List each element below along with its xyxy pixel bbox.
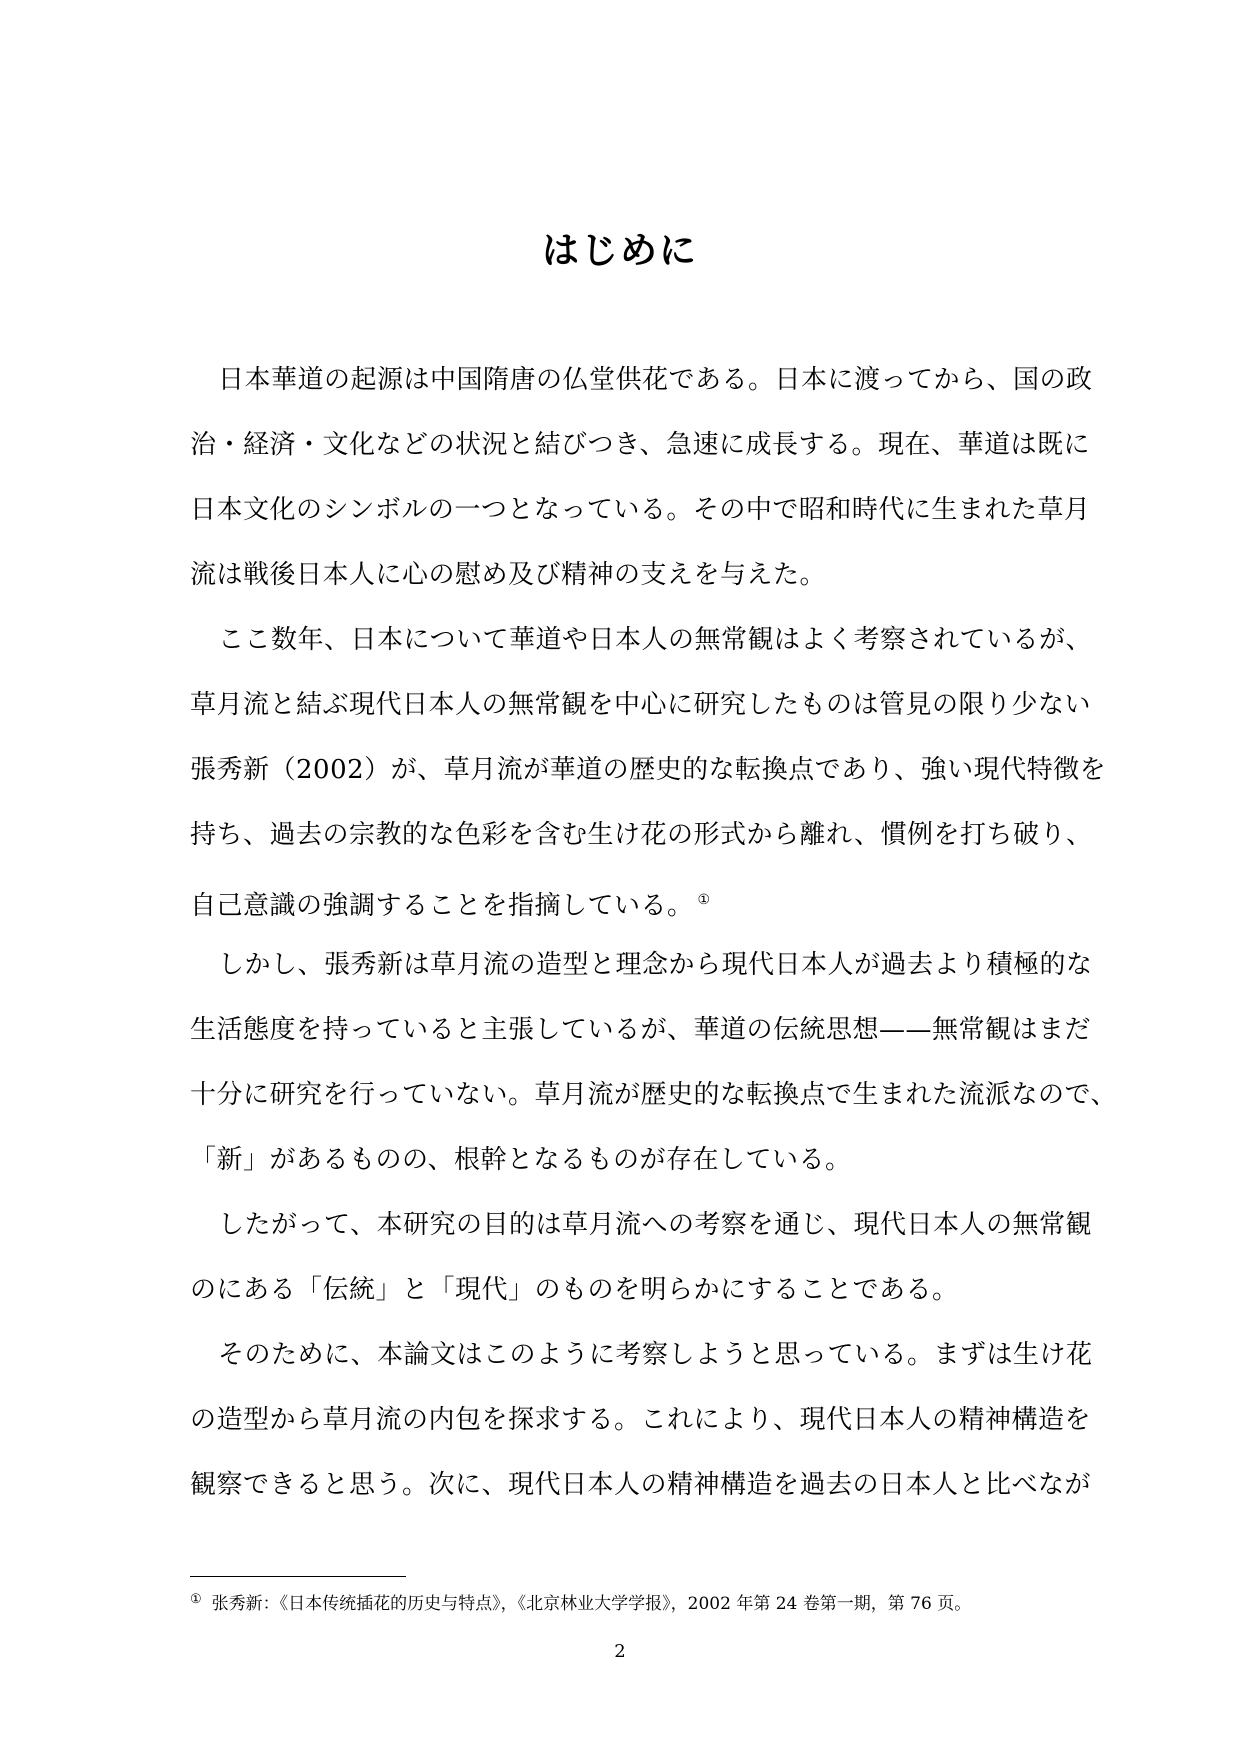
paragraph-line: そのために、本論文はこのように考察しようと思っている。まずは生け花	[218, 1340, 1093, 1370]
paragraph-line: 生活態度を持っていると主張しているが、華道の伝統思想——無常観はまだ	[190, 1015, 1092, 1045]
paragraph-line: 治・経済・文化などの状況と結びつき、急速に成長する。現在、華道は既に	[190, 430, 1090, 460]
paragraph-line-text: 自己意識の強調することを指摘している。	[190, 891, 694, 921]
paragraph-line: しかし、張秀新は草月流の造型と理念から現代日本人が過去より積極的な	[218, 950, 1093, 980]
paragraph-line-with-footnote	[190, 880, 1070, 945]
footnote-text: 张秀新：《日本传统插花的历史与特点》，《北京林业大学学报》，2002 年第 24 卷第一期，第 76 页。	[211, 1594, 972, 1614]
paragraph-line: したがって、本研究の目的は草月流への考察を通じ、現代日本人の無常観	[218, 1210, 1092, 1240]
paragraph-line: ここ数年、日本について華道や日本人の無常観はよく考察されているが、	[218, 625, 1092, 655]
paragraph-line: 日本文化のシンボルの一つとなっている。その中で昭和時代に生まれた草月	[190, 495, 1091, 525]
paragraph-line: 観察できると思う。次に、現代日本人の精神構造を過去の日本人と比べなが	[190, 1470, 1092, 1500]
footnote-mark: ①	[190, 1592, 202, 1607]
paragraph-line: 日本華道の起源は中国隋唐の仏堂供花である。日本に渡ってから、国の政	[218, 365, 1093, 395]
footnote	[190, 1587, 1090, 1617]
paragraph-line: 「新」があるものの、根幹となるものが存在している。	[190, 1145, 852, 1175]
paragraph-line: 流は戦後日本人に心の慰め及び精神の支えを与えた。	[190, 560, 827, 590]
paragraph-line: 張秀新（2002）が、草月流が華道の歴史的な転換点であり、強い現代特徴を	[190, 755, 1107, 785]
paragraph-line: 草月流と結ぶ現代日本人の無常観を中心に研究したものは管見の限り少ない	[190, 690, 1092, 720]
section-heading: はじめに	[542, 229, 698, 272]
body-text	[190, 360, 1117, 1530]
footnote-separator	[190, 1576, 406, 1577]
paragraph-line: 持ち、過去の宗教的な色彩を含む生け花の形式から離れ、慣例を打ち破り、	[190, 820, 1093, 850]
footnote-reference[interactable]: ①	[697, 892, 711, 908]
paragraph-line: 十分に研究を行っていない。草月流が歴史的な転換点で生まれた流派なので、	[190, 1080, 1117, 1110]
paragraph-line: のにある「伝統」と「現代」のものを明らかにすることである。	[190, 1275, 959, 1305]
page-number: 2	[614, 1641, 626, 1662]
paragraph-line: の造型から草月流の内包を探求する。これにより、現代日本人の精神構造を	[190, 1405, 1092, 1435]
